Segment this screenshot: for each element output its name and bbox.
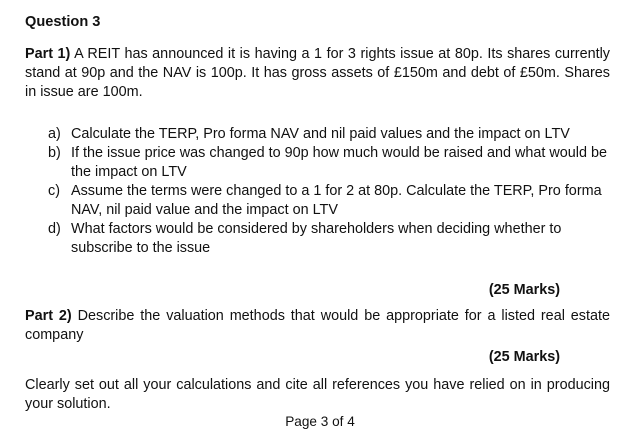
list-item-marker: b)	[48, 145, 61, 161]
list-item-marker: c)	[48, 183, 60, 199]
question-title: Question 3	[25, 14, 101, 30]
list-item	[48, 144, 608, 182]
list-item-text: What factors would be considered by shareholders when deciding whether to subscribe to the issue	[71, 221, 562, 256]
part1-text: A REIT has announced it is having a 1 for 3 rights issue at 80p. Its shares currently stand at 90p and the NAV is 100p. It has gross assets of £150m and debt of £50m. Shares in issue are 100m.	[25, 46, 610, 100]
list-item-marker: a)	[48, 126, 61, 142]
list-item	[48, 182, 608, 220]
page-number: Page 3 of 4	[285, 414, 355, 429]
closing-instruction: Clearly set out all your calculations and cite all references you have relied on in producing your solution.	[25, 377, 610, 412]
list-item	[48, 125, 608, 144]
list-item-text: Assume the terms were changed to a 1 for 2 at 80p. Calculate the TERP, Pro forma NAV, nil paid value and the impact on LTV	[71, 183, 602, 218]
part2-marks: (25 Marks)	[488, 349, 560, 365]
list-item-text: If the issue price was changed to 90p how much would be raised and what would be the impact on LTV	[71, 145, 607, 180]
part1-marks: (25 Marks)	[488, 282, 560, 298]
part1-intro	[25, 45, 610, 102]
part2-text: Describe the valuation methods that would be appropriate for a listed real estate company	[25, 308, 610, 343]
list-item-text: Calculate the TERP, Pro forma NAV and nil paid values and the impact on LTV	[71, 126, 570, 142]
list-item-marker: d)	[48, 221, 61, 237]
part1-label: Part 1)	[25, 46, 71, 62]
list-item	[48, 220, 608, 258]
part2-label: Part 2)	[25, 308, 72, 324]
part2-intro	[25, 307, 610, 345]
part1-question-list	[48, 125, 608, 258]
